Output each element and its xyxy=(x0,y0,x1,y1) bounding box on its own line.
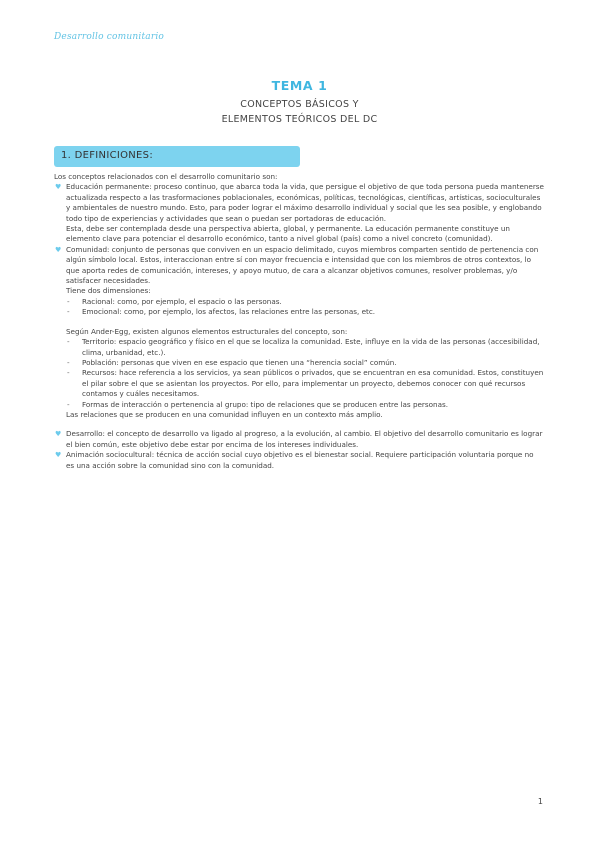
section-heading-bar xyxy=(54,146,300,167)
dimension-text: Racional: como, por ejemplo, el espacio o las personas. xyxy=(82,296,282,306)
sub-item-territorio xyxy=(54,337,544,358)
section-heading: 1. DEFINICIONES: xyxy=(61,150,153,161)
elemento-text: Recursos: hace referencia a los servicios, ya sean públicos o privados, que se encuentran en esa comunidad. Estos, constituyen el pilar sobre el que se asientan los proyectos. Por ello, para implementar un proyecto, debemos conocer con qué recursos contamos y cuáles necesitamos. xyxy=(82,368,544,399)
document-body xyxy=(54,172,544,471)
elemento-text: Formas de interacción o pertenencia al grupo: tipo de relaciones que se producen entre las personas. xyxy=(82,399,449,409)
list-item-animacion xyxy=(54,450,544,471)
sub-item-emocional xyxy=(54,307,544,317)
list-item-comunidad xyxy=(54,245,544,287)
comunidad-text: Comunidad: conjunto de personas que conviven en un espacio delimitado, cuyos miembros comparten sentido de pertenencia con algún símbolo local. Estos, interaccionan entre sí con mayor frecuencia e intensidad que con los miembros de otros contextos, lo que aporta redes de comunicación, intereses, y apoyo mutuo, de cara a alcanzar objetivos comunes, resolver problemas, y/o satisfacer necesidades. xyxy=(66,244,539,286)
sub-item-recursos xyxy=(54,368,544,399)
topic-title: TEMA 1 xyxy=(271,78,328,93)
sub-item-poblacion xyxy=(54,358,544,368)
ander-egg-intro: Según Ander-Egg, existen algunos elementos estructurales del concepto, son: xyxy=(66,326,348,336)
list-item-educacion xyxy=(54,182,544,224)
sub-item-racional xyxy=(54,297,544,307)
comunidad-closing: Las relaciones que se producen en una comunidad influyen en un contexto más amplio. xyxy=(66,409,383,419)
list-item-desarrollo xyxy=(54,429,544,450)
heart-icon: ♥ xyxy=(55,430,62,439)
dimension-text: Emocional: como, por ejemplo, los afectos, las relaciones entre las personas, etc. xyxy=(82,307,376,317)
heart-icon: ♥ xyxy=(55,451,62,460)
educacion-extra: Esta, debe ser contemplada desde una perspectiva abierta, global, y permanente. La educación permanente constituye un elemento clave para potenciar el desarrollo económico, tanto a nivel global (país) como a nivel concreto (comunidad). xyxy=(66,224,510,244)
subtitle-line-2: ELEMENTOS TEÓRICOS DEL DC xyxy=(221,114,378,125)
dash-marker: - xyxy=(67,296,70,306)
dash-marker: - xyxy=(67,399,70,409)
dash-marker: - xyxy=(67,307,70,317)
heart-icon: ♥ xyxy=(55,245,62,254)
intro-text: Los conceptos relacionados con el desarrollo comunitario son: xyxy=(54,172,278,181)
animacion-text: Animación sociocultural: técnica de acción social cuyo objetivo es el bienestar social. Requiere participación voluntaria porque no es una acción sobre la comunidad sino con la comunidad. xyxy=(66,450,534,470)
dash-marker: - xyxy=(67,357,70,367)
dash-marker: - xyxy=(67,368,70,378)
desarrollo-text: Desarrollo: el concepto de desarrollo va ligado al progreso, a la evolución, al cambio. El objetivo del desarrollo comunitario es lograr el bien común, este objetivo debe estar por encima de los intereses individuales. xyxy=(66,429,543,449)
subtitle-line-1: CONCEPTOS BÁSICOS Y xyxy=(240,99,359,110)
elemento-text: Territorio: espacio geográfico y físico en el que se localiza la comunidad. Este, influye en la vida de las personas (accesibilidad, clima, urbanidad, etc.). xyxy=(82,337,540,357)
educacion-text: Educación permanente: proceso continuo, que abarca toda la vida, que persigue el objetivo de que toda persona pueda mantenerse actualizada respecto a las trasformaciones poblacionales, económicas, políticas, tecnológicas, científicas, artísticas, socioculturales y ambientales de nuestro mundo. Esto, para poder lograr el máximo desarrollo individual y social que les sea posible, y englobando todo tipo de experiencias y actividades que sean o puedan ser portadoras de educación. xyxy=(66,182,544,223)
elemento-text: Población: personas que viven en ese espacio que tienen una “herencia social” común. xyxy=(82,357,397,367)
sub-item-interaccion xyxy=(54,400,544,410)
dash-marker: - xyxy=(67,337,70,347)
dimensiones-intro: Tiene dos dimensiones: xyxy=(66,286,151,296)
heart-icon: ♥ xyxy=(55,183,62,192)
page-number: 1 xyxy=(537,797,543,806)
running-header: Desarrollo comunitario xyxy=(54,32,165,42)
